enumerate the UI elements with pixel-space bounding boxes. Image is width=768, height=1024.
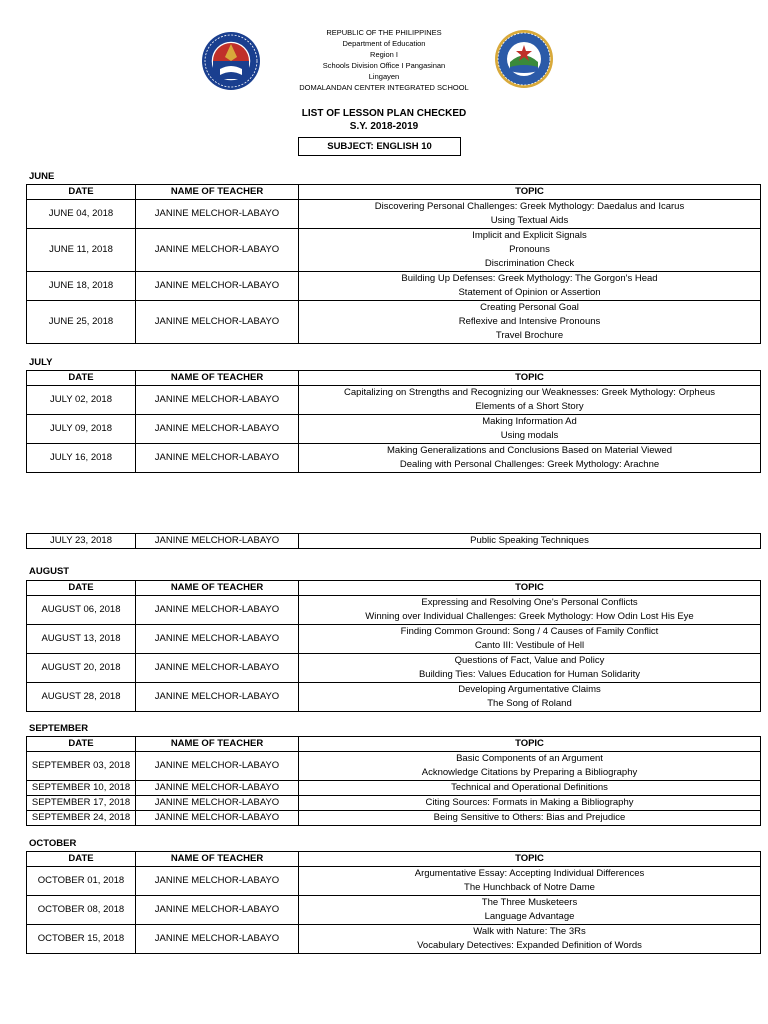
table-row (27, 811, 761, 826)
teacher-cell: JANINE MELCHOR-LABAYO (136, 386, 299, 415)
date-cell: SEPTEMBER 10, 2018 (27, 781, 136, 796)
table-row (27, 534, 761, 549)
topic-line: Elements of a Short Story (475, 401, 584, 412)
deped-seal-icon (201, 31, 261, 91)
lesson-table (26, 184, 761, 344)
topic-cell (299, 229, 761, 272)
table-row (27, 867, 761, 896)
sdo-pangasinan-seal-icon (494, 29, 554, 89)
date-cell: AUGUST 20, 2018 (27, 654, 136, 683)
topic-line: Technical and Operational Definitions (451, 782, 608, 793)
date-cell: AUGUST 28, 2018 (27, 683, 136, 712)
topic-line: Winning over Individual Challenges: Greek Mythology: How Odin Lost His Eye (365, 611, 694, 622)
date-column-header: DATE (27, 581, 136, 596)
teacher-cell: JANINE MELCHOR-LABAYO (136, 654, 299, 683)
header-division: Schools Division Office I Pangasinan (322, 61, 446, 70)
topic-line: Acknowledge Citations by Preparing a Bibliography (421, 767, 638, 778)
topic-line: Canto III: Vestibule of Hell (474, 640, 585, 651)
topic-cell (299, 200, 761, 229)
teacher-column-header: NAME OF TEACHER (136, 185, 299, 200)
table-row (27, 752, 761, 781)
topic-cell (299, 301, 761, 344)
date-cell: SEPTEMBER 03, 2018 (27, 752, 136, 781)
header-region: Region I (370, 50, 398, 59)
teacher-cell: JANINE MELCHOR-LABAYO (136, 867, 299, 896)
date-cell: JUNE 04, 2018 (27, 200, 136, 229)
lesson-table (26, 370, 761, 473)
teacher-cell: JANINE MELCHOR-LABAYO (136, 301, 299, 344)
teacher-cell: JANINE MELCHOR-LABAYO (136, 625, 299, 654)
document-title: LIST OF LESSON PLAN CHECKED (301, 108, 467, 119)
topic-cell (299, 796, 761, 811)
teacher-cell: JANINE MELCHOR-LABAYO (136, 444, 299, 473)
teacher-cell: JANINE MELCHOR-LABAYO (136, 811, 299, 826)
table-row (27, 896, 761, 925)
topic-column-header: TOPIC (299, 852, 761, 867)
table-header-row (27, 371, 761, 386)
table-header-row (27, 581, 761, 596)
topic-cell (299, 596, 761, 625)
teacher-column-header: NAME OF TEACHER (136, 581, 299, 596)
teacher-cell: JANINE MELCHOR-LABAYO (136, 229, 299, 272)
topic-line: Being Sensitive to Others: Bias and Prejudice (433, 812, 626, 823)
topic-line: Language Advantage (484, 911, 575, 922)
date-cell: JUNE 18, 2018 (27, 272, 136, 301)
topic-line: Basic Components of an Argument (456, 753, 603, 764)
teacher-cell: JANINE MELCHOR-LABAYO (136, 752, 299, 781)
topic-line: Capitalizing on Strengths and Recognizing our Weaknesses: Greek Mythology: Orpheus (343, 387, 716, 398)
topic-column-header: TOPIC (299, 581, 761, 596)
topic-line: Pronouns (509, 244, 550, 255)
date-cell: OCTOBER 15, 2018 (27, 925, 136, 954)
topic-cell (299, 534, 761, 549)
topic-line: Reflexive and Intensive Pronouns (458, 316, 601, 327)
topic-column-header: TOPIC (299, 737, 761, 752)
topic-cell (299, 654, 761, 683)
topic-line: Creating Personal Goal (480, 302, 579, 313)
date-cell: AUGUST 13, 2018 (27, 625, 136, 654)
table-row (27, 781, 761, 796)
topic-line: Questions of Fact, Value and Policy (454, 655, 605, 666)
topic-column-header: TOPIC (299, 185, 761, 200)
topic-line: Citing Sources: Formats in Making a Bibliography (425, 797, 634, 808)
topic-cell (299, 867, 761, 896)
table-row (27, 796, 761, 811)
teacher-cell: JANINE MELCHOR-LABAYO (136, 683, 299, 712)
date-cell: JULY 16, 2018 (27, 444, 136, 473)
month-heading: AUGUST (29, 566, 70, 577)
table-row (27, 444, 761, 473)
topic-line: Finding Common Ground: Song / 4 Causes of Family Conflict (400, 626, 659, 637)
date-cell: SEPTEMBER 24, 2018 (27, 811, 136, 826)
topic-line: Developing Argumentative Claims (458, 684, 601, 695)
date-cell: JULY 09, 2018 (27, 415, 136, 444)
topic-cell (299, 925, 761, 954)
date-cell: JULY 23, 2018 (27, 534, 136, 549)
teacher-cell: JANINE MELCHOR-LABAYO (136, 925, 299, 954)
lesson-table (26, 533, 761, 549)
topic-line: Building Up Defenses: Greek Mythology: The Gorgon's Head (401, 273, 658, 284)
header-town: Lingayen (368, 72, 400, 81)
topic-cell (299, 444, 761, 473)
month-heading: JULY (29, 357, 53, 368)
date-cell: OCTOBER 01, 2018 (27, 867, 136, 896)
topic-cell (299, 811, 761, 826)
date-cell: JUNE 11, 2018 (27, 229, 136, 272)
header-school: DOMALANDAN CENTER INTEGRATED SCHOOL (299, 83, 469, 92)
table-header-row (27, 737, 761, 752)
table-row (27, 229, 761, 272)
header-republic: REPUBLIC OF THE PHILIPPINES (326, 28, 442, 37)
date-column-header: DATE (27, 737, 136, 752)
table-header-row (27, 852, 761, 867)
date-cell: SEPTEMBER 17, 2018 (27, 796, 136, 811)
teacher-column-header: NAME OF TEACHER (136, 737, 299, 752)
topic-cell (299, 415, 761, 444)
lesson-table (26, 851, 761, 954)
topic-cell (299, 752, 761, 781)
teacher-column-header: NAME OF TEACHER (136, 852, 299, 867)
topic-line: Vocabulary Detectives: Expanded Definition of Words (417, 940, 642, 951)
topic-line: The Hunchback of Notre Dame (464, 882, 595, 893)
table-row (27, 415, 761, 444)
date-cell: JULY 02, 2018 (27, 386, 136, 415)
teacher-column-header: NAME OF TEACHER (136, 371, 299, 386)
topic-line: Argumentative Essay: Accepting Individual Differences (414, 868, 645, 879)
teacher-cell: JANINE MELCHOR-LABAYO (136, 781, 299, 796)
topic-line: Public Speaking Techniques (470, 535, 589, 546)
topic-cell (299, 272, 761, 301)
topic-line: Discovering Personal Challenges: Greek Mythology: Daedalus and Icarus (374, 201, 685, 212)
topic-line: Using Textual Aids (490, 215, 569, 226)
teacher-cell: JANINE MELCHOR-LABAYO (136, 415, 299, 444)
topic-cell (299, 896, 761, 925)
teacher-cell: JANINE MELCHOR-LABAYO (136, 272, 299, 301)
teacher-cell: JANINE MELCHOR-LABAYO (136, 896, 299, 925)
topic-column-header: TOPIC (299, 371, 761, 386)
topic-line: Building Ties: Values Education for Human Solidarity (418, 669, 641, 680)
date-cell: JUNE 25, 2018 (27, 301, 136, 344)
teacher-cell: JANINE MELCHOR-LABAYO (136, 200, 299, 229)
topic-line: Walk with Nature: The 3Rs (473, 926, 586, 937)
table-header-row (27, 185, 761, 200)
table-row (27, 925, 761, 954)
topic-cell (299, 781, 761, 796)
subject-label: SUBJECT: ENGLISH 10 (298, 137, 461, 156)
topic-cell (299, 625, 761, 654)
header-department: Department of Education (342, 39, 426, 48)
topic-line: Using modals (500, 430, 559, 441)
topic-line: The Three Musketeers (481, 897, 578, 908)
topic-line: Expressing and Resolving One's Personal Conflicts (421, 597, 638, 608)
date-column-header: DATE (27, 852, 136, 867)
table-row (27, 301, 761, 344)
topic-line: Statement of Opinion or Assertion (458, 287, 601, 298)
date-cell: AUGUST 06, 2018 (27, 596, 136, 625)
topic-line: Dealing with Personal Challenges: Greek Mythology: Arachne (399, 459, 660, 470)
teacher-cell: JANINE MELCHOR-LABAYO (136, 596, 299, 625)
topic-line: Discrimination Check (484, 258, 575, 269)
teacher-cell: JANINE MELCHOR-LABAYO (136, 534, 299, 549)
date-cell: OCTOBER 08, 2018 (27, 896, 136, 925)
date-column-header: DATE (27, 185, 136, 200)
teacher-cell: JANINE MELCHOR-LABAYO (136, 796, 299, 811)
topic-line: The Song of Roland (487, 698, 572, 709)
month-heading: OCTOBER (29, 838, 77, 849)
topic-line: Travel Brochure (495, 330, 564, 341)
table-row (27, 386, 761, 415)
table-row (27, 625, 761, 654)
table-row (27, 272, 761, 301)
table-row (27, 200, 761, 229)
month-heading: SEPTEMBER (29, 723, 89, 734)
topic-cell (299, 386, 761, 415)
topic-cell (299, 683, 761, 712)
topic-line: Making Generalizations and Conclusions Based on Material Viewed (387, 445, 672, 456)
table-row (27, 654, 761, 683)
table-row (27, 683, 761, 712)
school-year: S.Y. 2018-2019 (349, 121, 419, 132)
topic-line: Implicit and Explicit Signals (472, 230, 587, 241)
topic-line: Making Information Ad (482, 416, 577, 427)
lesson-table (26, 736, 761, 826)
month-heading: JUNE (29, 171, 55, 182)
date-column-header: DATE (27, 371, 136, 386)
table-row (27, 596, 761, 625)
lesson-table (26, 580, 761, 712)
